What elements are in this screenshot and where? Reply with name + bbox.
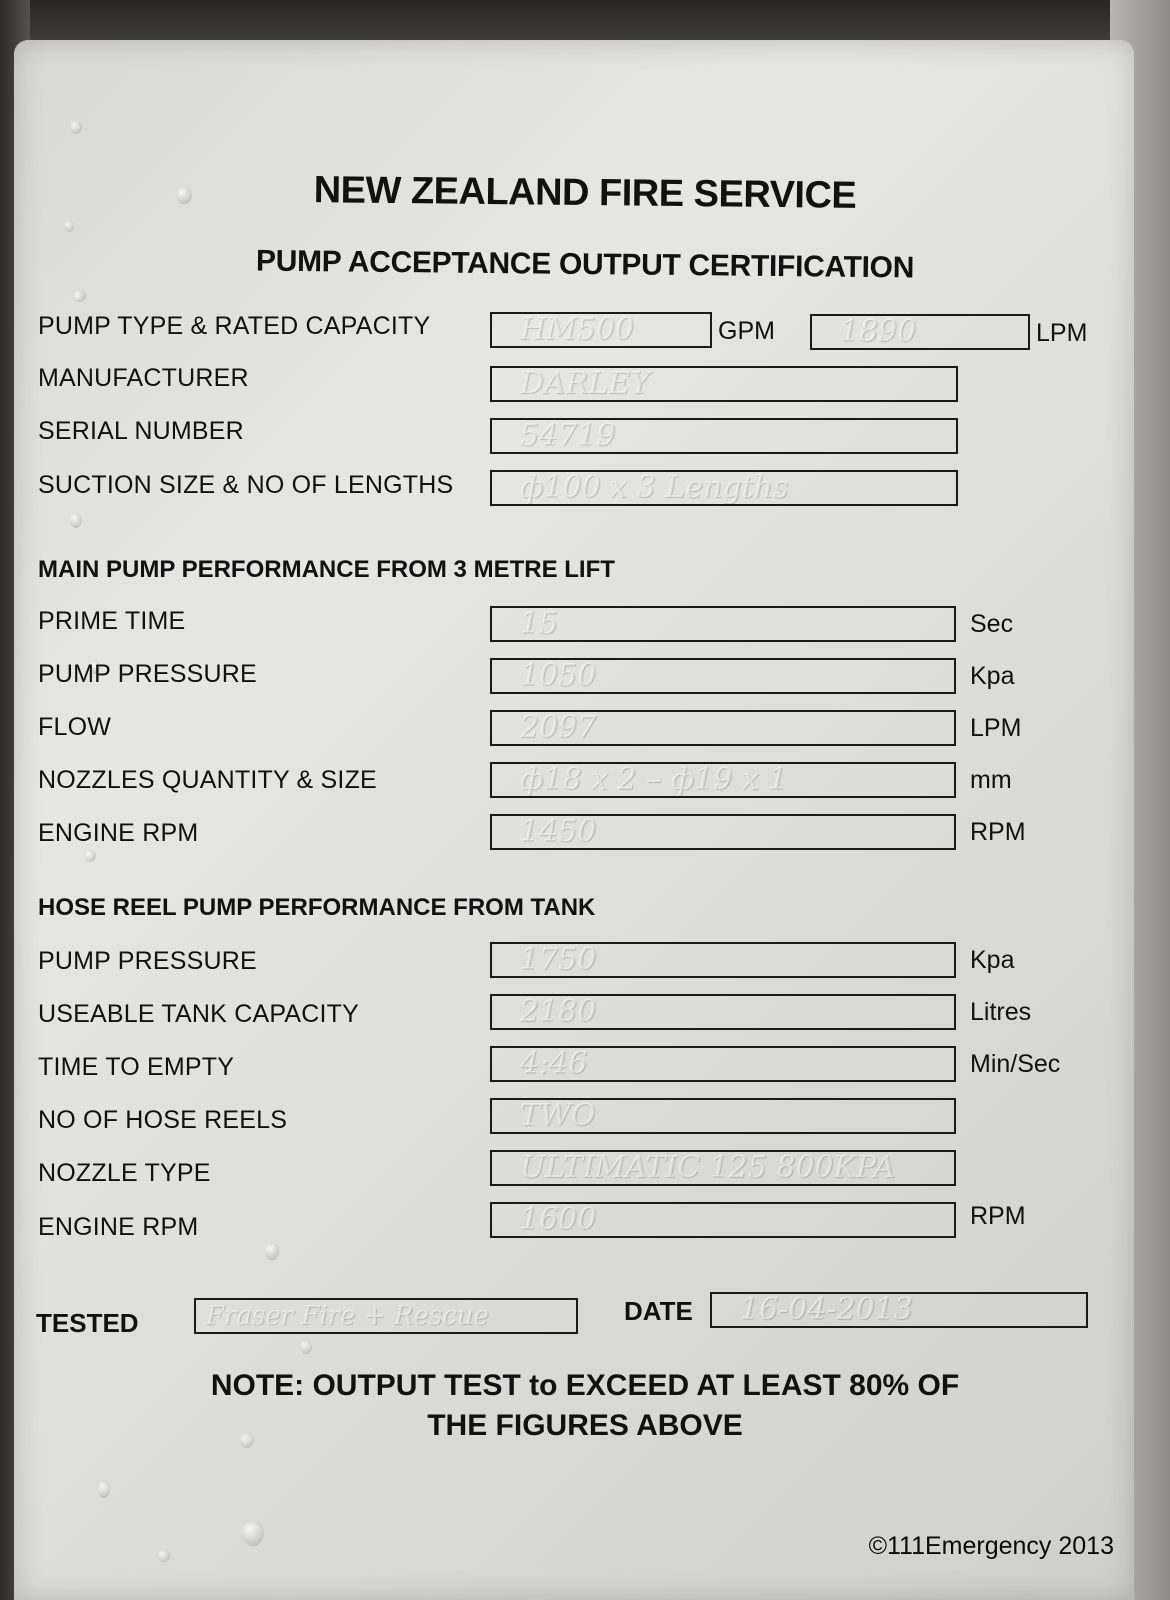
nozzle-type-field: ULTIMATIC 125 800KPA (490, 1150, 956, 1186)
note-line-1: NOTE: OUTPUT TEST to EXCEED AT LEAST 80% OF (210, 1369, 960, 1402)
suction-field: ф100 x 3 Lengths (490, 470, 958, 506)
nozzles-label: NOZZLES QUANTITY & SIZE (38, 766, 377, 794)
water-droplet (242, 1520, 264, 1546)
engine-rpm-label: ENGINE RPM (38, 819, 199, 847)
lpm-field: 1890 (810, 314, 1030, 350)
hose-reels-field: TWO (490, 1098, 956, 1134)
water-droplet (300, 1340, 312, 1354)
page-subtitle: PUMP ACCEPTANCE OUTPUT CERTIFICATION (255, 244, 915, 285)
prime-time-unit: Sec (970, 610, 1014, 638)
copyright-watermark: ©111Emergency 2013 (868, 1532, 1114, 1560)
tank-capacity-unit: Litres (970, 998, 1032, 1026)
suction-label: SUCTION SIZE & NO OF LENGTHS (38, 471, 454, 499)
flow-unit: LPM (970, 714, 1022, 742)
serial-label: SERIAL NUMBER (38, 417, 244, 445)
hose-pump-pressure-unit: Kpa (970, 946, 1015, 974)
serial-field: 54719 (490, 418, 958, 454)
lpm-unit: LPM (1036, 319, 1088, 347)
nozzles-field: ф18 x 2 – ф19 x 1 (490, 762, 956, 798)
hose-engine-rpm-field: 1600 (490, 1202, 956, 1238)
hose-pump-pressure-label: PUMP PRESSURE (38, 947, 257, 975)
flow-field: 2097 (490, 710, 956, 746)
hose-engine-rpm-unit: RPM (970, 1202, 1026, 1230)
pump-pressure-field: 1050 (490, 658, 956, 694)
hose-engine-rpm-label: ENGINE RPM (38, 1213, 199, 1241)
water-droplet (70, 120, 82, 134)
water-droplet (98, 1480, 110, 1498)
pump-pressure-unit: Kpa (970, 662, 1015, 690)
tank-capacity-field: 2180 (490, 994, 956, 1030)
flow-label: FLOW (38, 713, 112, 741)
hose-pump-pressure-field: 1750 (490, 942, 956, 978)
water-droplet (70, 512, 82, 528)
tested-label: TESTED (36, 1308, 139, 1338)
date-field: 16-04-2013 (710, 1292, 1088, 1328)
nozzles-unit: mm (970, 766, 1012, 794)
pump-pressure-label: PUMP PRESSURE (38, 660, 257, 688)
prime-time-label: PRIME TIME (38, 607, 186, 635)
note-line-2: THE FIGURES ABOVE (427, 1409, 743, 1442)
tested-field: Fraser Fire + Rescue (194, 1298, 578, 1334)
water-droplet (64, 220, 74, 232)
engine-rpm-unit: RPM (970, 818, 1026, 846)
water-droplet (158, 1550, 170, 1562)
manufacturer-label: MANUFACTURER (38, 364, 249, 392)
gpm-unit: GPM (718, 317, 775, 345)
pump-type-label: PUMP TYPE & RATED CAPACITY (38, 312, 431, 340)
engine-rpm-field: 1450 (490, 814, 956, 850)
hose-reel-heading: HOSE REEL PUMP PERFORMANCE FROM TANK (38, 894, 596, 921)
tank-capacity-label: USEABLE TANK CAPACITY (38, 1000, 359, 1028)
time-to-empty-field: 4:46 (490, 1046, 956, 1082)
hose-reels-label: NO OF HOSE REELS (38, 1106, 288, 1134)
main-pump-heading: MAIN PUMP PERFORMANCE FROM 3 METRE LIFT (38, 556, 615, 583)
time-to-empty-unit: Min/Sec (970, 1050, 1061, 1078)
water-droplet (84, 850, 96, 862)
nozzle-type-label: NOZZLE TYPE (38, 1159, 211, 1187)
prime-time-field: 15 (490, 606, 956, 642)
date-label: DATE (624, 1296, 693, 1326)
water-droplet (72, 290, 86, 302)
water-droplet (265, 1242, 279, 1260)
pump-type-field: HM500 (490, 312, 712, 348)
time-to-empty-label: TIME TO EMPTY (38, 1053, 235, 1081)
manufacturer-field: DARLEY (490, 366, 958, 402)
page-title: NEW ZEALAND FIRE SERVICE (313, 169, 857, 217)
